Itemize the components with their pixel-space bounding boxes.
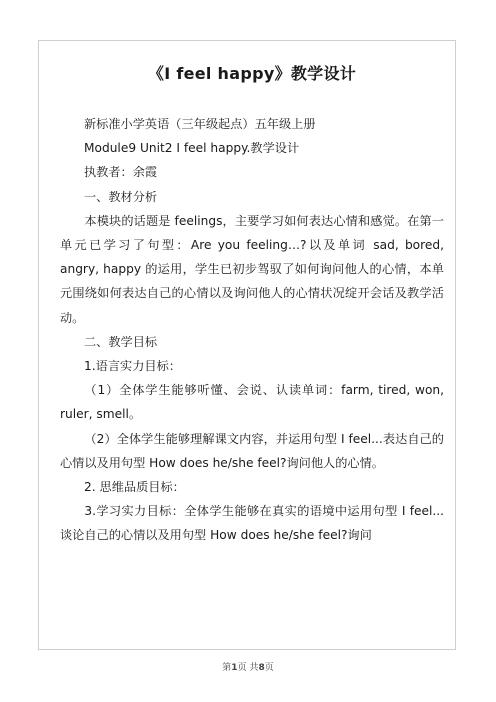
document-title: 《I feel happy》教学设计 xyxy=(147,64,357,83)
section-heading-analysis: 一、教材分析 xyxy=(84,189,158,204)
goal-language: 1.语言实力目标： xyxy=(84,359,181,374)
page-current: 1 xyxy=(231,663,238,673)
goal-language-item-1: （1）全体学生能够听懂、会说、认读单词：farm, tired, won, ruler, smell。 xyxy=(60,383,444,422)
goal-learning: 3.学习实力目标：全体学生能够在真实的语境中运用句型 I feel...谈论自己的心情以及用句型 How does he/she feel?询问 xyxy=(60,504,444,543)
subject-line: 新标准小学英语（三年级起点）五年级上册 xyxy=(84,117,316,131)
page-prefix: 第 xyxy=(222,663,232,673)
module-line: Module9 Unit2 I feel happy.教学设计 xyxy=(84,141,300,156)
page-total: 8 xyxy=(258,663,265,673)
page-footer xyxy=(0,660,496,673)
teacher-line: 执教者：余霞 xyxy=(84,165,158,180)
goal-thinking: 2. 思维品质目标： xyxy=(84,480,185,495)
document-body xyxy=(60,62,444,548)
goal-language-item-2: （2）全体学生能够理解课文内容，并运用句型 I feel...表达自己的心情以及用句型 How does he/she feel?询问他人的心情。 xyxy=(60,431,444,470)
analysis-paragraph: 本模块的话题是 feelings，主要学习如何表达心情和感觉。在第一单元已学习了句型：Are you feeling…?以及单词 sad, bored, angry, happy 的运用，学生已初步驾驭了如何询问他人的心情，本单元围绕如何表达自己的心情以及询问他人的心情状况绽开会话及教学活动。 xyxy=(60,213,444,325)
page-mid: 页 共 xyxy=(237,663,259,673)
page-suffix: 页 xyxy=(264,663,274,673)
section-heading-goals: 二、教学目标 xyxy=(84,334,158,349)
